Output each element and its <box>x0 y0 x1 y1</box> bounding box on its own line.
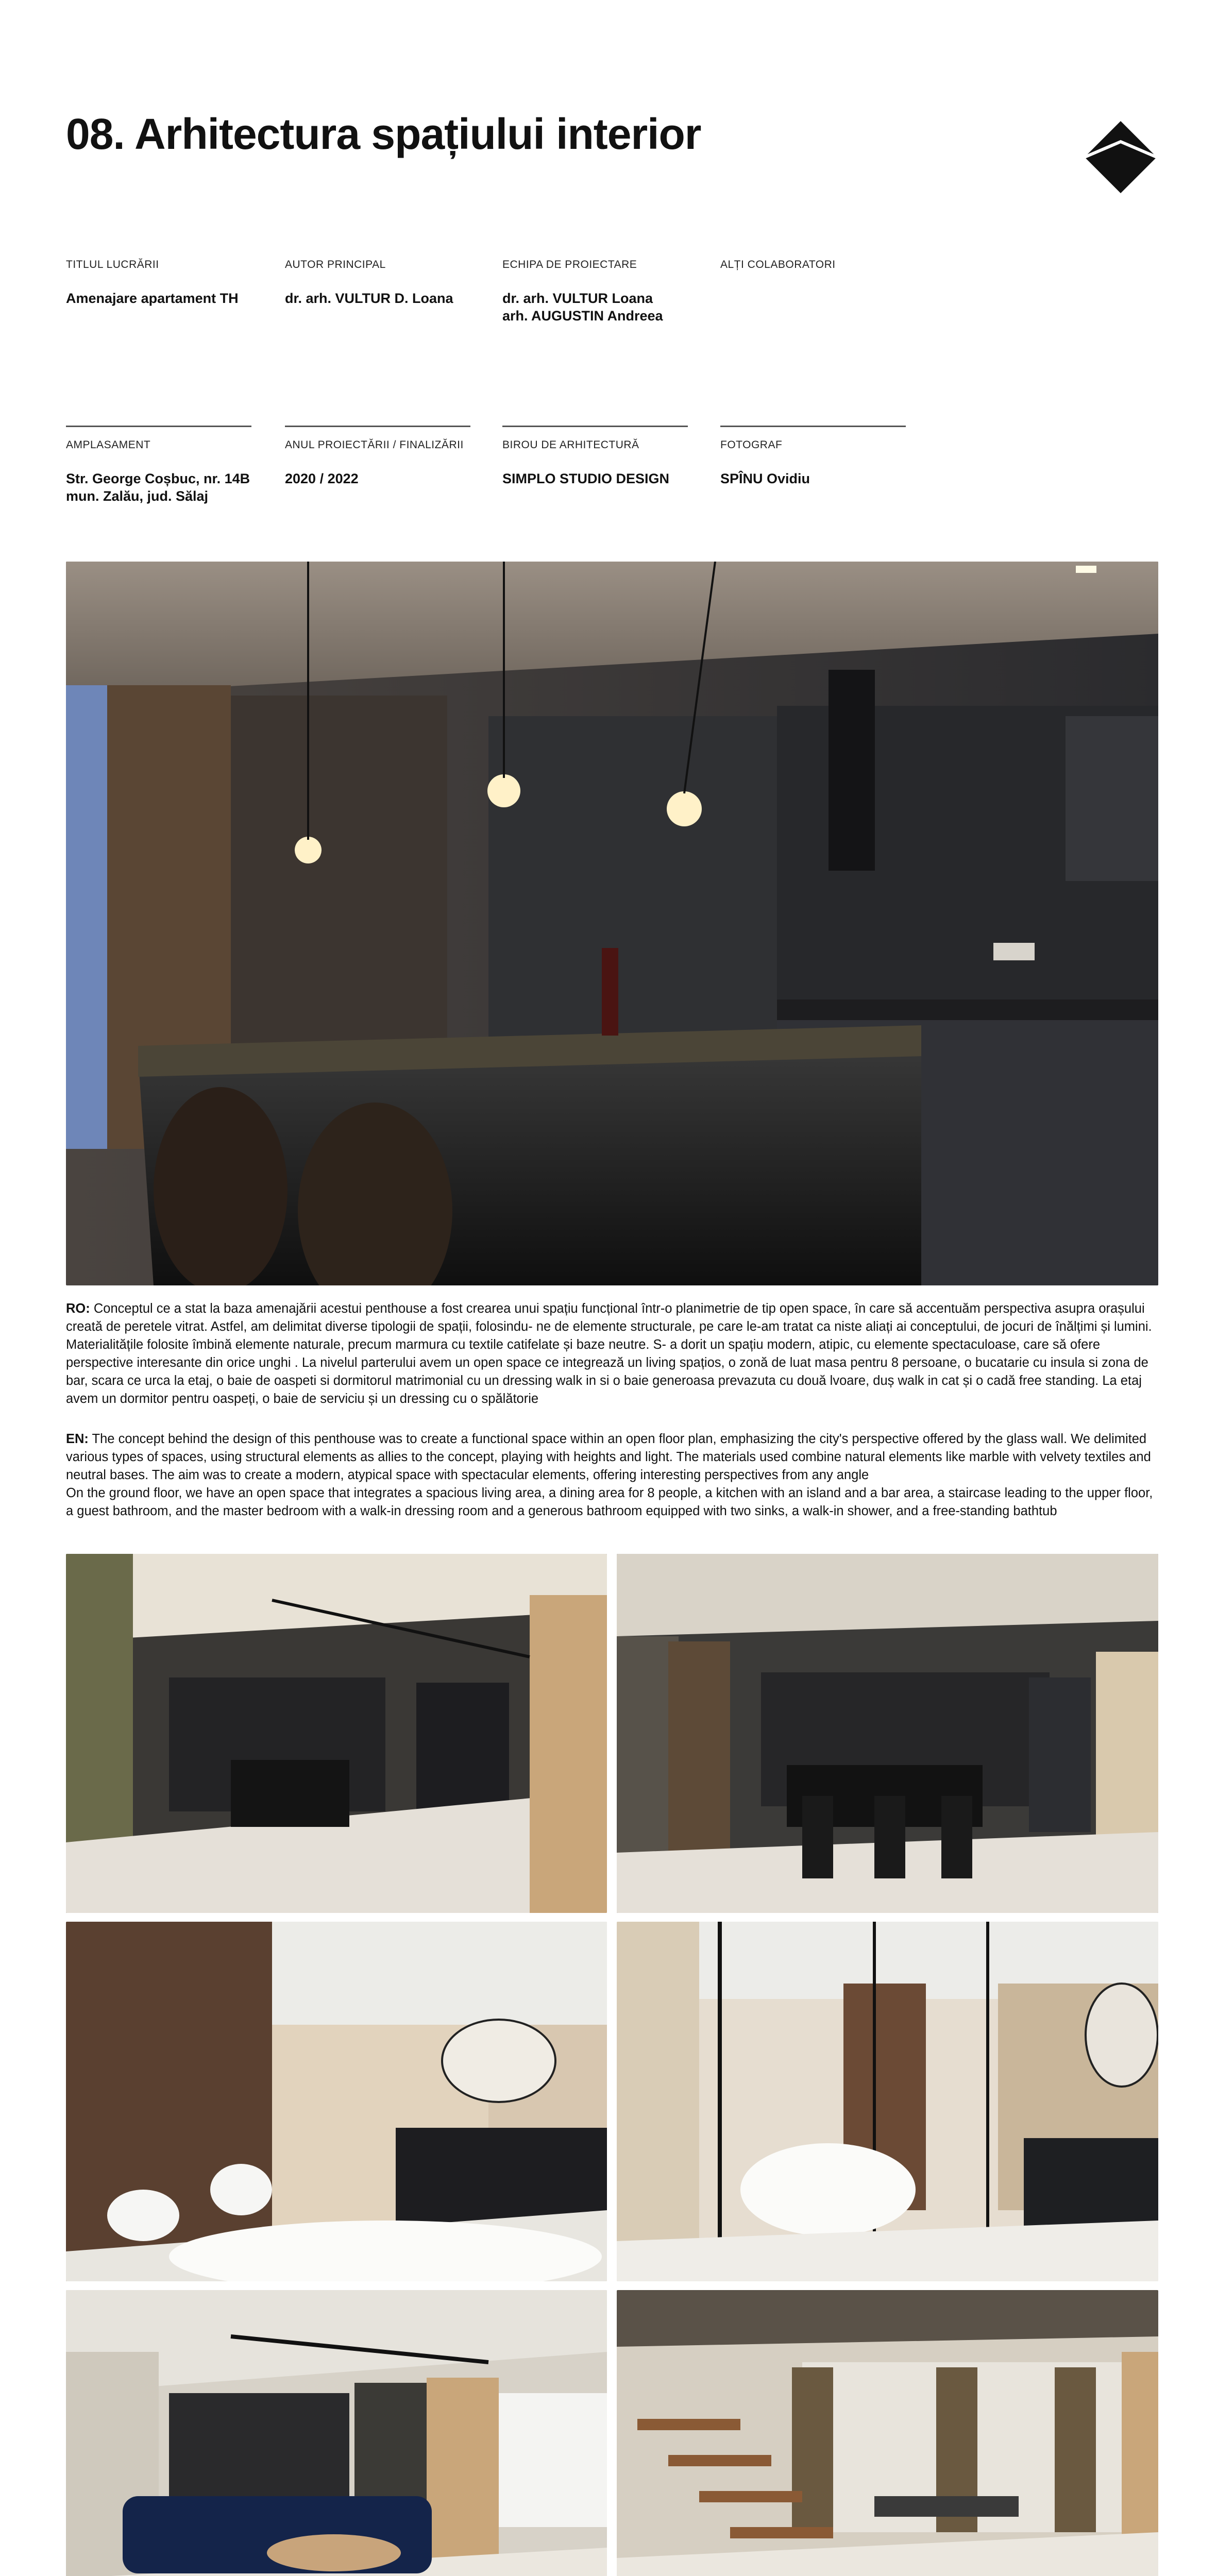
divider <box>66 426 251 427</box>
description-ro <box>66 1300 1153 1408</box>
meta-label: TITLUL LUCRĂRII <box>66 259 159 270</box>
meta-value: 2020 / 2022 <box>285 471 359 486</box>
hero-photo-kitchen <box>66 562 1158 1285</box>
meta-label: ECHIPA DE PROIECTARE <box>502 259 637 270</box>
photo-living-room <box>66 2290 607 2576</box>
description-ro-text: Conceptul ce a stat la baza amenajării acestui penthouse a fost crearea unui spațiu funcțional într-o planimetrie de tip open space, în care să accentuăm perspectiva asupra orașului creată de peretele vitrat. Astfel, am delimitat diverse tipologii de spații, folosindu- ne de elemente structurale, pe care le-am tratat ca niste aliați ai conceptului, de jocuri de înălțimi și lumini. Materialitățile folosite îmbină elemente naturale, precum marmura cu textile catifelate și baze neutre. S- a dorit un spațiu modern, atipic, cu elemente spectaculoase, care să ofere perspective interesante din orice unghi . La nivelul parterului avem un open space ce integrează un living spațios, o zonă de luat masa pentru 8 persoane, o bucatarie cu insula si zona de bar, scara ce urca la etaj, o baie de oaspeti si dormitorul matrimonial cu un dressing walk in si o baie generoasa prevazuta cu două lvoare, duș walk in cat și o cadă free standing. La etaj avem un dormitor pentru oaspeți, o baie de serviciu și un dressing cu o spălătorie <box>66 1301 1152 1406</box>
photo-dining-stairs <box>617 2290 1158 2576</box>
meta-value: Amenajare apartament TH <box>66 291 239 306</box>
meta-label: AUTOR PRINCIPAL <box>285 259 386 270</box>
photo-kitchen-island <box>617 1554 1158 1913</box>
divider <box>720 426 906 427</box>
meta-value: dr. arh. VULTUR Loana arh. AUGUSTIN Andreea <box>502 291 663 324</box>
meta-label: ANUL PROIECTĂRII / FINALIZĂRII <box>285 439 464 451</box>
description-en-text: The concept behind the design of this penthouse was to create a functional space within an open floor plan, emphasizing the city's perspective offered by the glass wall. We delimited various types of spaces, using structural elements as allies to the concept, playing with heights and light. The materials used combine natural elements like marble with velvety textiles and neutral bases. The aim was to create a modern, atypical space with spectacular elements, offering interesting perspectives from any angle On the ground floor, we have an open space that integrates a spacious living area, a dining area for 8 people, a kitchen with an island and a bar area, a staircase leading to the upper floor, a guest bathroom, and the master bedroom with a walk-in dressing room and a generous bathroom equipped with two sinks, a walk-in shower, and a free-standing bathtub <box>66 1432 1153 1518</box>
meta-value: dr. arh. VULTUR D. Loana <box>285 291 453 306</box>
photo-bathroom-tub <box>617 1922 1158 2281</box>
meta-label: FOTOGRAF <box>720 439 783 451</box>
meta-author <box>285 259 470 307</box>
meta-location <box>66 439 251 505</box>
lang-label-en: EN: <box>66 1432 89 1446</box>
meta-value: SPÎNU Ovidiu <box>720 471 810 486</box>
meta-year <box>285 439 470 487</box>
meta-value: SIMPLO STUDIO DESIGN <box>502 471 670 486</box>
meta-photographer <box>720 439 906 487</box>
meta-title <box>66 259 251 307</box>
lang-label-ro: RO: <box>66 1301 90 1316</box>
meta-office <box>502 439 688 487</box>
meta-label: BIROU DE ARHITECTURĂ <box>502 439 639 451</box>
divider <box>285 426 470 427</box>
photo-kitchen-corridor <box>66 1554 607 1913</box>
description-en <box>66 1430 1153 1520</box>
meta-value: Str. George Coșbuc, nr. 14B mun. Zalău, jud. Sălaj <box>66 471 250 504</box>
meta-team <box>502 259 688 325</box>
diamond-logo-icon <box>1082 118 1159 196</box>
meta-label: AMPLASAMENT <box>66 439 151 451</box>
meta-label: ALȚI COLABORATORI <box>720 259 836 270</box>
divider <box>502 426 688 427</box>
meta-collaborators <box>720 259 906 290</box>
photo-bathroom-left <box>66 1922 607 2281</box>
page-title: 08. Arhitectura spațiului interior <box>66 110 701 158</box>
